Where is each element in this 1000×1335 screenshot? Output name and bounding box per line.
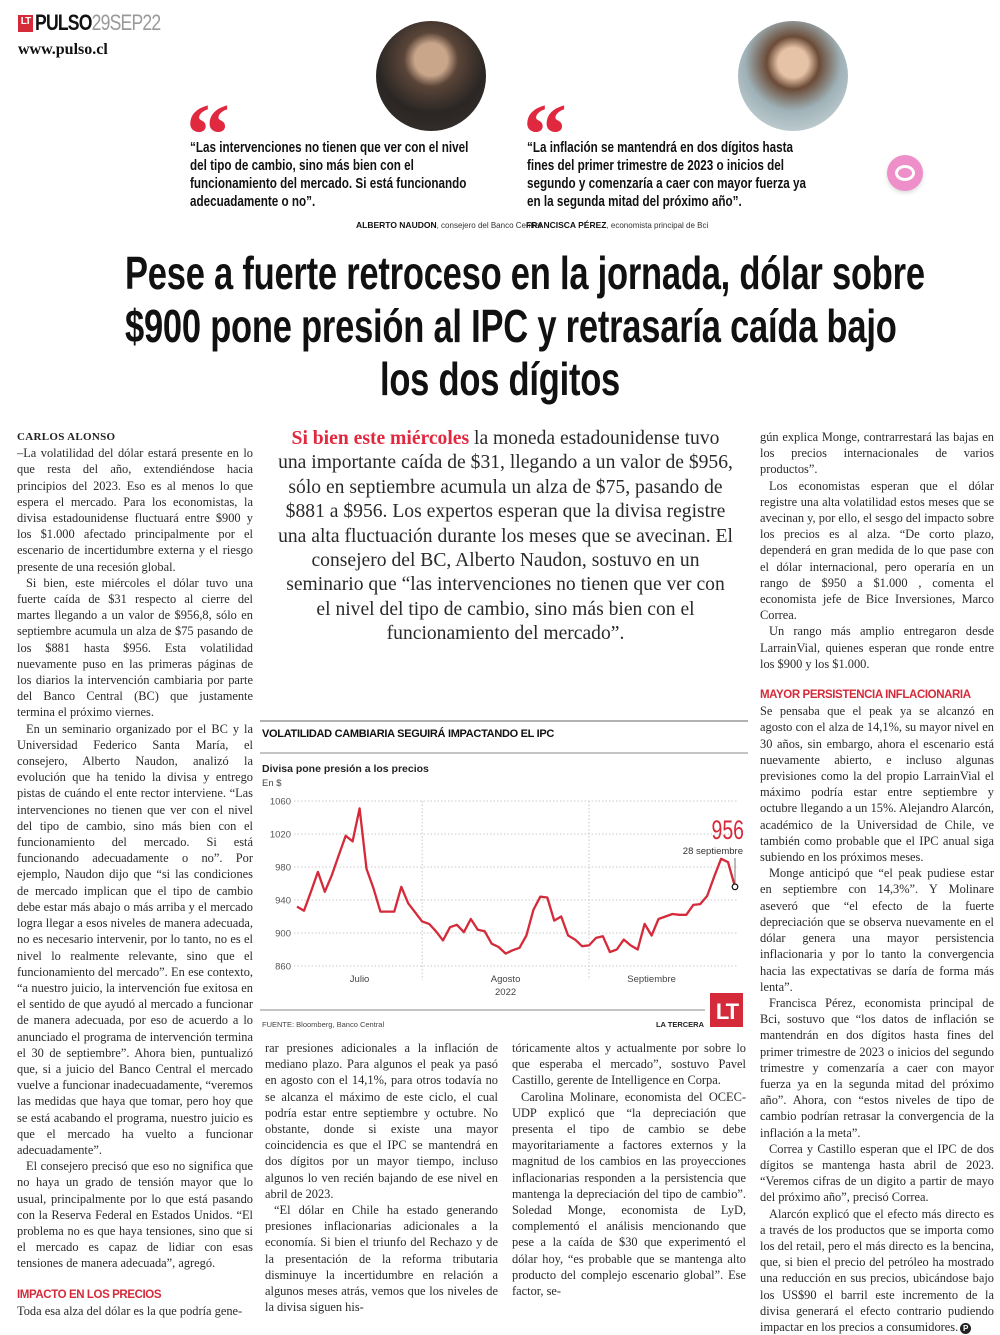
y-axis-unit-label: En $ xyxy=(262,778,282,789)
section-heading xyxy=(17,1287,253,1303)
y-tick-label: 900 xyxy=(275,929,291,940)
site-url[interactable]: www.pulso.cl xyxy=(18,41,108,59)
headline xyxy=(125,247,875,406)
brand-name: LA TERCERA xyxy=(656,1020,705,1029)
eye-icon[interactable] xyxy=(887,155,923,191)
paragraph-text: MAYOR PERSISTENCIA INFLACIONARIA xyxy=(760,689,971,701)
paragraph-text: Se pensaba que el peak ya se alcanzó en agosto con el alza de 14,1%, su mayor nivel en 30 años, sin embargo, ahora el escenario está nuevamente abierto, e incluso algunas previsiones como la del propio LarrainVial el máximo podría estar entre septiembre y octubre llegando a un 15%. Alejandro Alarcón, académico de la Universidad de Chile, ve también como probable que el IPC anual siga subiendo en los próximos meses. xyxy=(760,704,994,864)
section-heading xyxy=(760,687,994,703)
pull-quote-perez: “La inflación se mantendrá en dos dígitos hasta fines del primer trimestre de 2023 o inicios del segundo y comenzaría a caer con mayor fuerza ya en la segunda mitad del próximo año”. xyxy=(527,139,807,211)
headline-line: Pese a fuerte retroceso en la jornada, dólar sobre xyxy=(125,247,875,300)
article-column-4 xyxy=(760,429,994,1335)
article-paragraph xyxy=(760,865,994,995)
article-paragraph xyxy=(760,1141,994,1206)
paragraph-text: En un seminario organizado por el BC y la Universidad Federico Santa María, el consejero, Alberto Naudon, analizó la evolución que ha tenido la divisa y entrego pistas de cuándo el ente rector interviene. “Las intervenciones no tienen que ver con el nivel del tipo de cambio, sino más bien con el funcionamiento del mercado. Si está funcionando adecuadamente o no”. Por ejemplo, Naudon dijo que “si las condiciones de mercado implican que el tipo de cambio debe estar más abajo o más arriba y el mercado logra llegar a esos niveles de manera adecuada, no es necesario intervenir, por lo tanto, no es el nivel lo realmente relevante, sino que el funcionamiento del mercado”. En ese contexto, “a nuestro juicio, la intervención fue exitosa en el sentido de que ayudó al mercado a funcionar de manera adecuada, por eso de acuerdo a lo anunciado el programa de intervención termina el 30 de septiembre”. Ahora bien, puntualizó que, si a juicio del Banco Central el mercado vuelve a funcionar inadecuadamente, “veremos las medidas que haya que tomar, pero hoy que se está acabando el programa, nuestro juicio es que el mercado ha vuelto a funcionar adecuadamente”. xyxy=(17,722,253,1157)
article-paragraph xyxy=(760,703,994,865)
article-paragraph xyxy=(265,1040,498,1202)
end-mark-icon: P xyxy=(960,1323,971,1334)
article-paragraph xyxy=(17,1303,253,1319)
article-paragraph xyxy=(760,623,994,672)
x-month-label: Septiembre xyxy=(627,974,676,985)
article-paragraph xyxy=(265,1202,498,1315)
y-tick-label: 1060 xyxy=(270,797,291,808)
quote-mark-icon: “ xyxy=(186,92,230,142)
paragraph-text: Monge anticipó que “el peak pudiese estar en septiembre con 14,3%”. Y Molinare aseveró que “el efecto de la fuerte depreciación que se observa nuevamente en el dólar genera una mayor persistencia inflacionaria y por lo tanto la convergencia hacia las expectativas se daría de forma más lenta”. xyxy=(760,866,994,993)
x-month-label: Julio xyxy=(350,974,370,985)
paragraph-text: Alarcón explicó que el efecto más directo es a través de los productos que se importa como los del retail, pero el más directo es la bencina, que, si bien el precio del petróleo ha mostrado una reducción en sus precios, ubicándose bajo los US$90 el barril este incremento de la divisa generará el efecto contrario pudiendo impactar en los precios a consumidores. xyxy=(760,1207,994,1334)
portrait-alberto-naudon xyxy=(376,21,486,131)
article-paragraph xyxy=(17,575,253,721)
portrait-francisca-perez xyxy=(738,21,848,131)
exchange-rate-chart xyxy=(258,715,750,1035)
article-column-3 xyxy=(512,1040,746,1299)
article-paragraph xyxy=(17,445,253,575)
paragraph-text: Los economistas esperan que el dólar registre una alta volatilidad estos meses que se avecinan y, por ello, el sesgo del impacto sobre los precios es al alza. “De corto plazo, dependerá en gran medida de lo que pase con el dólar internacional, pero operaría en un rango de $950 a $1.000 , comenta el economista jefe de Bice Inversiones, Marco Correa. xyxy=(760,479,994,623)
last-value-date: 28 septiembre xyxy=(683,846,743,857)
la-tercera-logo-text: LT xyxy=(716,999,740,1024)
article-paragraph xyxy=(760,1206,994,1335)
paragraph-text: Un rango más amplio entregaron desde LarrainVial, quienes esperan que ronde entre los $900 y los $1.000. xyxy=(760,624,994,670)
x-month-label: Agosto xyxy=(491,974,521,985)
y-tick-label: 860 xyxy=(275,962,291,973)
y-tick-label: 940 xyxy=(275,896,291,907)
lead-text: la moneda estadounidense tuvo una importante caída de $31, llegando a un valor de $956, sólo en septiembre acumula un alza de $75, pasando de $881 a $956. Los expertos esperan que la divisa registre una alta fluctuación durante los meses que se avecinan. El consejero del BC, Alberto Naudon, sostuvo en un seminario que “las intervenciones no tienen que ver con el nivel del tipo de cambio, sino más bien con el funcionamiento del mercado”. xyxy=(278,428,733,644)
issue-date: 29SEP22 xyxy=(92,10,161,35)
quote-credit-naudon: ALBERTO NAUDON, consejero del Banco Central xyxy=(356,220,542,230)
article-paragraph xyxy=(760,429,994,478)
y-tick-label: 980 xyxy=(275,863,291,874)
paragraph-text: “El dólar en Chile ha estado generando presiones inflacionarias adicionales a la economía. Si bien el triunfo del Rechazo y de la presentación de la reforma tributaria disminuye la incertidumbre en relación a algunos meses atrás, vemos que los niveles de la divisa siguen his- xyxy=(265,1203,498,1314)
author-byline: CARLOS ALONSO xyxy=(17,429,253,445)
article-paragraph xyxy=(512,1040,746,1089)
quote-mark-icon: “ xyxy=(523,92,567,142)
article-column-2 xyxy=(265,1040,498,1315)
article-paragraph xyxy=(512,1089,746,1300)
last-value-label: 956 xyxy=(712,815,744,845)
paragraph-text: tóricamente altos y actualmente por sobre lo que esperaba el mercado”, sostuvo Pavel Castillo, gerente de Intelligence en Corpa. xyxy=(512,1041,746,1087)
last-value-marker xyxy=(732,884,738,890)
paragraph-text: –La volatilidad del dólar estará presente en lo que resta del año, extendiéndose hacia principios del 2023. Eso es al menos lo que espera el mercado. Para los economistas, la divisa estadounidense fluctuará entre $900 y los $1.000 afectado principalmente por el escenario de incertidumbre externa y el riesgo presente de una recesión global. xyxy=(17,446,253,573)
paragraph-text: Toda esa alza del dólar es la que podría gene- xyxy=(17,1304,242,1318)
paragraph-text: rar presiones adicionales a la inflación de mediano plazo. Para algunos el peak ya pasó en agosto con el 14,1%, para otros todavía no se alcanza el máximo de este ciclo, el cual podría estar entre septiembre y octubre. No obstante, donde si existe una mayor coincidencia es que el IPC se mantendrá en dos dígitos por un mayor tiempo, incluso algunos lo ven recién bajando de ese nivel en abril de 2023. xyxy=(265,1041,498,1201)
section-name: PULSO xyxy=(35,10,92,35)
chart-source: FUENTE: Bloomberg, Banco Central xyxy=(262,1020,384,1029)
article-column-1 xyxy=(17,429,253,1319)
exchange-rate-line xyxy=(297,808,735,953)
headline-line: los dos dígitos xyxy=(125,353,875,406)
x-year-label: 2022 xyxy=(495,987,516,998)
y-tick-label: 1020 xyxy=(270,830,291,841)
lead-paragraph xyxy=(278,427,733,647)
paragraph-text: El consejero precisó que eso no significa que no haya un grado de tensión mayor que lo usual, principalmente por lo que está pasando con la Reserva Federal en Estados Unidos. “El problema no es que haya tensiones, sino que si el mercado es capaz de lidiar con esas tensiones de manera adecuada”, agregó. xyxy=(17,1159,253,1270)
quote-credit-perez: FRANCISCA PÉREZ, economista principal de Bci xyxy=(526,220,708,230)
headline-line: $900 pone presión al IPC y retrasaría caída bajo xyxy=(125,300,875,353)
lead-kicker: Si bien este miércoles xyxy=(292,428,470,449)
pull-quote-naudon: “Las intervenciones no tienen que ver con el nivel del tipo de cambio, sino más bien con el funcionamiento del mercado. Si está funcionando adecuadamente o no”. xyxy=(190,139,470,211)
lt-logo: LT xyxy=(18,15,33,32)
paragraph-text: Correa y Castillo esperan que el IPC de dos dígitos se mantenga hasta abril de 2023. “Veremos cifras de un digito a partir de mayo del próximo año”, precisó Correa. xyxy=(760,1142,994,1205)
chart-subtitle: Divisa pone presión a los precios xyxy=(262,763,429,775)
masthead xyxy=(18,11,192,35)
article-paragraph xyxy=(17,1158,253,1271)
article-paragraph xyxy=(17,721,253,1158)
paragraph-text: Si bien, este miércoles el dólar tuvo una fuerte caída de $31 respecto al cierre del martes llegando a un valor de $956,8, sólo en septiembre acumula un alza de $75 pasando de los $881 hasta $956. Esta volatilidad nuevamente puso en las primeras páginas de los diarios la intervención cambiaria por parte del Banco Central (BC) que justamente termina el próximo viernes. xyxy=(17,576,253,720)
paragraph-text: gún explica Monge, contrarrestará las bajas en los precios internacionales de varios productos”. xyxy=(760,430,994,476)
article-paragraph xyxy=(760,995,994,1141)
paragraph-text: IMPACTO EN LOS PRECIOS xyxy=(17,1289,161,1301)
paragraph-text: Francisca Pérez, economista principal de Bci, sostuvo que “los datos de inflación se mantendrán en dos dígitos hasta fines del primer trimestre de 2023 o inicios del segundo trimestre y comenzaría a caer con mayor fuerza ya en la segunda mitad del próximo año”. Ahora, con “estos niveles de tipo de cambio podrían retrasar la convergencia de la inflación a la meta”. xyxy=(760,996,994,1140)
article-paragraph xyxy=(760,478,994,624)
chart-title: VOLATILIDAD CAMBIARIA SEGUIRÁ IMPACTANDO EL IPC xyxy=(262,727,554,740)
paragraph-text: Carolina Molinare, economista del OCEC-UDP explicó que “la depreciación que presenta el tipo de cambio se debe mayoritariamente a factores externos y la magnitud de los cambios en las proyecciones inflacionarias responden a la persistencia que mantenga la depreciación del tipo de cambio”. Soledad Monge, economista de LyD, complementó el análisis mencionando que pese a la caída de $30 que experimentó el dólar hoy, “es probable que se mantenga alto producto del complejo escenario global”. Ese factor, se- xyxy=(512,1090,746,1298)
